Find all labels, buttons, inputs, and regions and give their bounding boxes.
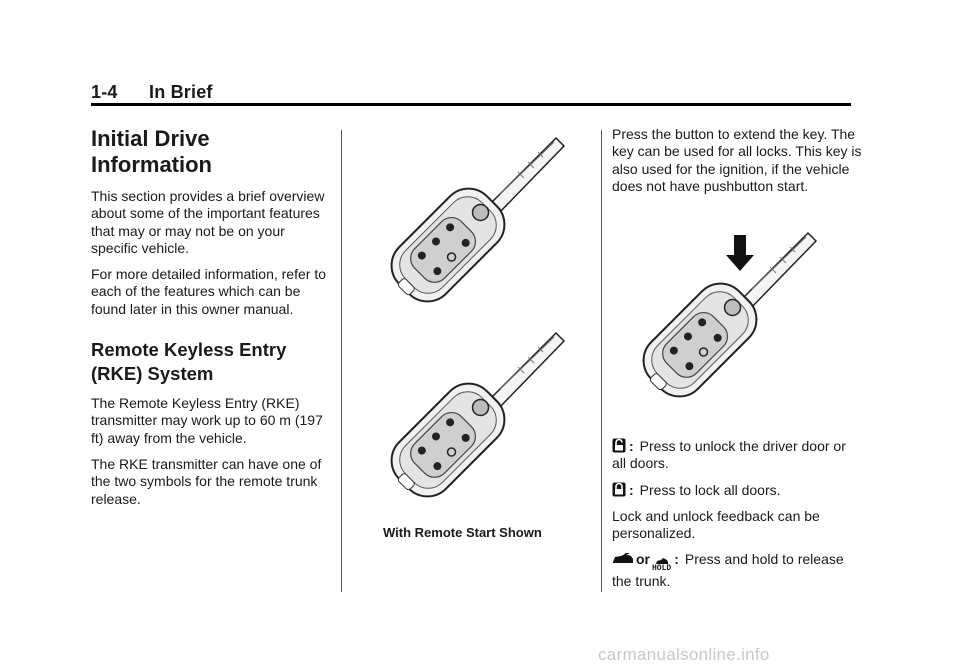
header-rule (91, 103, 851, 106)
trunk-release-icon (612, 553, 634, 566)
figure-caption: With Remote Start Shown (383, 525, 542, 540)
unlock-icon (612, 438, 626, 453)
key-fob-illustration-1 (378, 130, 578, 325)
colon-separator: : (629, 481, 634, 498)
initial-drive-heading: Initial Drive Information (91, 126, 212, 177)
lock-description (612, 482, 862, 499)
right-column (612, 126, 862, 204)
colon-separator: : (674, 551, 679, 568)
trunk-description (612, 551, 862, 590)
page-header (91, 82, 213, 103)
hold-label: HOLD (652, 564, 672, 574)
column-divider-left (341, 130, 342, 592)
intro-paragraph-1: This section provides a brief overview about some of the important features that may or may not be on your specific vehicle. (91, 188, 325, 256)
unlock-description (612, 438, 862, 473)
page-number: 1-4 (91, 82, 118, 102)
arrow-down-icon (726, 235, 754, 271)
hold-trunk-icon (652, 558, 671, 573)
watermark: carmanualsonline.info (598, 645, 770, 664)
section-title: In Brief (149, 82, 213, 102)
rke-paragraph-2: The RKE transmitter can have one of the two symbols for the remote trunk release. (91, 455, 322, 507)
unlock-text: Press to unlock the driver door or all doors. (612, 438, 846, 472)
or-word: or (636, 551, 650, 568)
key-fob-illustration-2-remote-start (378, 325, 578, 520)
rke-paragraph-1: The Remote Keyless Entry (RKE) transmitter may work up to 60 m (197 ft) away from the vehicle. (91, 395, 323, 446)
colon-separator: : (629, 438, 634, 454)
lock-text: Press to lock all doors. (639, 481, 781, 498)
key-fob-illustration-3 (630, 225, 830, 420)
rke-heading: Remote Keyless Entry (RKE) System (91, 339, 287, 385)
trunk-text: Press and hold to release the trunk. (612, 551, 844, 590)
intro-paragraph-2: For more detailed information, refer to each of the features which can be found later in this owner manual. (91, 266, 326, 317)
key-extend-paragraph: Press the button to extend the key. The key can be used for all locks. This key is also used for the ignition, if the vehicle does not have pushbutton start. (612, 126, 862, 194)
feedback-paragraph: Lock and unlock feedback can be personalized. (612, 507, 820, 542)
lock-icon (612, 482, 626, 497)
left-column (91, 126, 331, 517)
column-divider-right (601, 130, 602, 592)
symbol-legend (612, 438, 862, 600)
